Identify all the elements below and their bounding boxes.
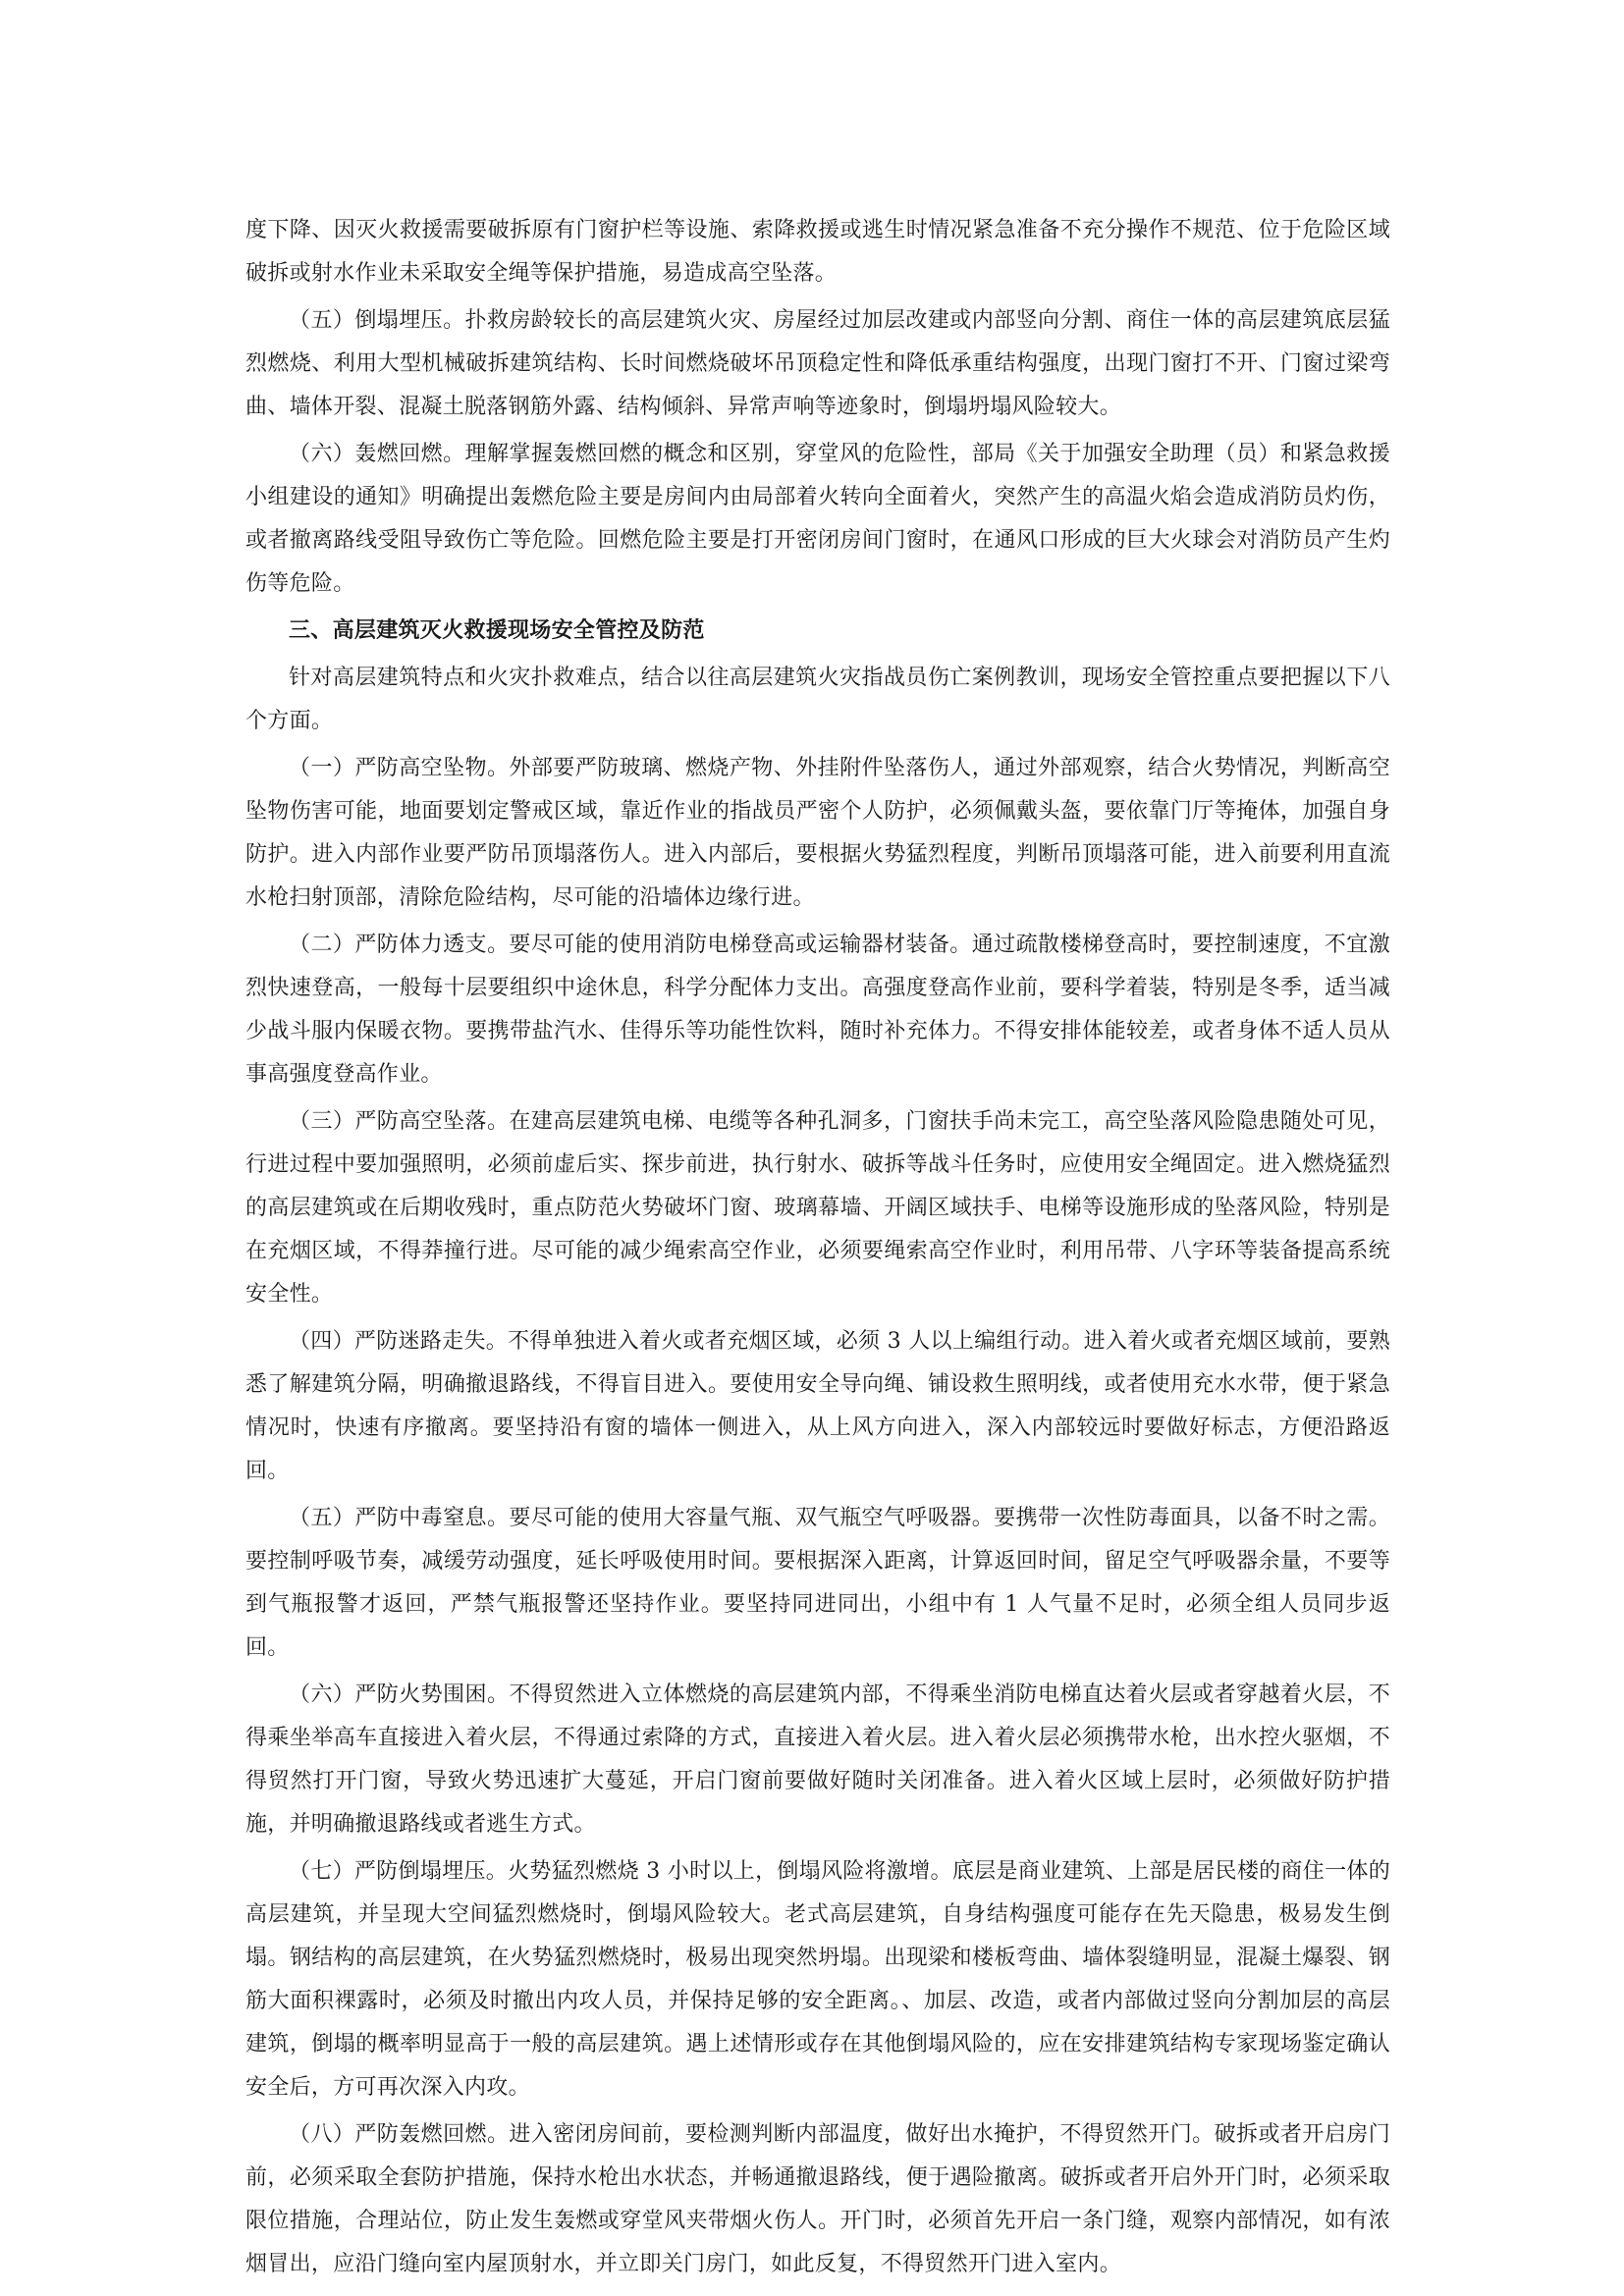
paragraph-item-exhaustion: （二）严防体力透支。要尽可能的使用消防电梯登高或运输器材装备。通过疏散楼梯登高时，要控制速度，不宜激烈快速登高，一般每十层要组织中途休息，科学分配体力支出。高强度登高作业前，要科学着装，特别是冬季，适当减少战斗服内保暖衣物。要携带盐汽水、佳得乐等功能性饮料，随时补充体力。不得安排体能较差，或者身体不适人员从事高强度登高作业。 — [245, 933, 1390, 1087]
document-body — [245, 209, 1390, 2290]
paragraph-item-high-fall: （三）严防高空坠落。在建高层建筑电梯、电缆等各种孔洞多，门窗扶手尚未完工，高空坠落风险隐患随处可见，行进过程中要加强照明，必须前虚后实、探步前进，执行射水、破拆等战斗任务时，应使用安全绳固定。进入燃烧猛烈的高层建筑或在后期收残时，重点防范火势破坏门窗、玻璃幕墙、开阔区域扶手、电梯等设施形成的坠落风险，特别是在充烟区域，不得莽撞行进。尽可能的减少绳索高空作业，必须要绳索高空作业时，利用吊带、八字环等装备提高系统安全性。 — [245, 1109, 1390, 1307]
paragraph-item-falling-objects: （一）严防高空坠物。外部要严防玻璃、燃烧产物、外挂附件坠落伤人，通过外部观察，结合火势情况，判断高空坠物伤害可能，地面要划定警戒区域，靠近作业的指战员严密个人防护，必须佩戴头盔，要依靠门厅等掩体，加强自身防护。进入内部作业要严防吊顶塌落伤人。进入内部后，要根据火势猛烈程度，判断吊顶塌落可能，进入前要利用直流水枪扫射顶部，清除危险结构，尽可能的沿墙体边缘行进。 — [245, 756, 1390, 910]
section-heading: 三、高层建筑灭火救援现场安全管控及防范 — [289, 618, 705, 643]
paragraph-item-flashover: （八）严防轰燃回燃。进入密闭房间前，要检测判断内部温度，做好出水掩护，不得贸然开门。破拆或者开启房门前，必须采取全套防护措施，保持水枪出水状态，并畅通撤退路线，便于遇险撤离。破拆或者开启外开门时，必须采取限位措施，合理站位，防止发生轰燃或穿堂风夹带烟火伤人。开门时，必须首先开启一条门缝，观察内部情况，如有浓烟冒出，应沿门缝向室内屋顶射水，并立即关门房门，如此反复，不得贸然开门进入室内。 — [245, 2122, 1390, 2276]
paragraph-item-suffocation: （五）严防中毒窒息。要尽可能的使用大容量气瓶、双气瓶空气呼吸器。要携带一次性防毒面具，以备不时之需。要控制呼吸节奏，减缓劳动强度，延长呼吸使用时间。要根据深入距离，计算返回时间，留足空气呼吸器余量，不要等到气瓶报警才返回，严禁气瓶报警还坚持作业。要坚持同进同出，小组中有 1 人气量不足时，必须全组人员同步返回。 — [245, 1506, 1390, 1660]
paragraph-item-collapse: （七）严防倒塌埋压。火势猛烈燃烧 3 小时以上，倒塌风险将激增。底层是商业建筑、上部是居民楼的商住一体的高层建筑，并呈现大空间猛烈燃烧时，倒塌风险较大。老式高层建筑，自身结构强度可能存在先天隐患，极易发生倒塌。钢结构的高层建筑，在火势猛烈燃烧时，极易出现突然坍塌。出现梁和楼板弯曲、墙体裂缝明显，混凝土爆裂、钢筋大面积裸露时，必须及时撤出内攻人员，并保持足够的安全距离。、加层、改造，或者内部做过竖向分割加层的高层建筑，倒塌的概率明显高于一般的高层建筑。遇上述情形或存在其他倒塌风险的，应在安排建筑结构专家现场鉴定确认安全后，方可再次深入内攻。 — [245, 1859, 1390, 2100]
paragraph-continuation: 度下降、因灭火救援需要破拆原有门窗护栏等设施、索降救援或逃生时情况紧急准备不充分操作不规范、位于危险区域破拆或射水作业未采取安全绳等保护措施，易造成高空坠落。 — [245, 218, 1390, 286]
paragraph-item-fire-entrapment: （六）严防火势围困。不得贸然进入立体燃烧的高层建筑内部，不得乘坐消防电梯直达着火层或者穿越着火层，不得乘坐举高车直接进入着火层，不得通过索降的方式，直接进入着火层。进入着火层必须携带水枪，出水控火驱烟，不得贸然打开门窗，导致火势迅速扩大蔓延，开启门窗前要做好随时关闭准备。进入着火区域上层时，必须做好防护措施，并明确撤退路线或者逃生方式。 — [245, 1682, 1390, 1837]
paragraph-item-getting-lost: （四）严防迷路走失。不得单独进入着火或者充烟区域，必须 3 人以上编组行动。进入着火或者充烟区域前，要熟悉了解建筑分隔，明确撤退路线，不得盲目进入。要使用安全导向绳、铺设救生照明线，或者使用充水水带，便于紧急情况时，快速有序撤离。要坚持沿有窗的墙体一侧进入，从上风方向进入，深入内部较远时要做好标志，方便沿路返回。 — [245, 1329, 1390, 1483]
paragraph-collapse-burial: （五）倒塌埋压。扑救房龄较长的高层建筑火灾、房屋经过加层改建或内部竖向分割、商住一体的高层建筑底层猛烈燃烧、利用大型机械破拆建筑结构、长时间燃烧破坏吊顶稳定性和降低承重结构强度，出现门窗打不开、门窗过梁弯曲、墙体开裂、混凝土脱落钢筋外露、结构倾斜、异常声响等迹象时，倒塌坍塌风险较大。 — [245, 308, 1390, 419]
paragraph-flashover-backdraft: （六）轰燃回燃。理解掌握轰燃回燃的概念和区别，穿堂风的危险性，部局《关于加强安全助理（员）和紧急救援小组建设的通知》明确提出轰燃危险主要是房间内由局部着火转向全面着火，突然产生的高温火焰会造成消防员灼伤，或者撤离路线受阻导致伤亡等危险。回燃危险主要是打开密闭房间门窗时，在通风口形成的巨大火球会对消防员产生灼伤等危险。 — [245, 442, 1390, 596]
paragraph-section-intro: 针对高层建筑特点和火灾扑救难点，结合以往高层建筑火灾指战员伤亡案例教训，现场安全管控重点要把握以下八个方面。 — [245, 666, 1390, 733]
